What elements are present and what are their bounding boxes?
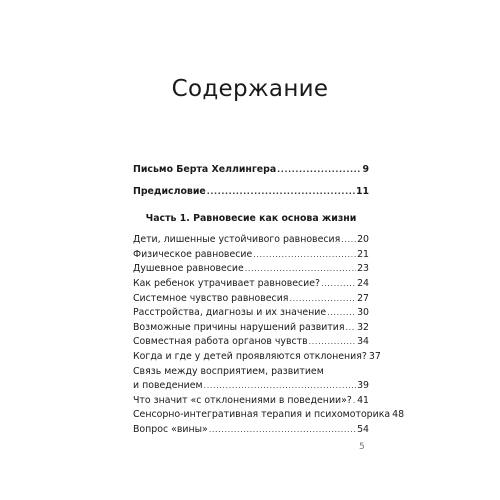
toc-entry-letter [133, 163, 369, 178]
toc-entry-page: 9 [362, 164, 369, 175]
toc-leader-dots [204, 379, 357, 394]
toc-leader-dots [321, 277, 356, 292]
toc-entry-label: Сенсорно-интегративная терапия и психомоторика [133, 409, 391, 421]
toc-entry [133, 248, 369, 263]
toc-leader-dots [277, 163, 361, 178]
part-heading: Часть 1. Равновесие как основа жизни [145, 213, 357, 225]
toc-entry [133, 233, 369, 248]
toc-entry [133, 292, 369, 307]
page-number: 5 [359, 442, 365, 452]
toc-entry-multiline [133, 365, 369, 394]
toc-entry [133, 321, 369, 336]
toc-entry-page: 21 [357, 248, 369, 260]
toc-entry-label: Письмо Берта Хеллингера [133, 164, 277, 175]
toc-leader-dots [327, 306, 356, 321]
toc-entry-label: Физическое равновесие [133, 248, 253, 260]
toc-entry-page: 39 [357, 380, 369, 392]
toc-entry [133, 306, 369, 321]
toc-entry [133, 408, 405, 423]
toc-entry-page: 30 [357, 307, 369, 319]
toc-leader-dots [341, 233, 356, 248]
toc-entry-page: 27 [357, 292, 369, 304]
toc-entry-label: Вопрос «вины» [133, 423, 208, 435]
toc-leader-dots [245, 262, 356, 277]
toc-leader-dots [353, 394, 356, 409]
table-of-contents [133, 163, 405, 438]
toc-entry-page: 32 [357, 321, 369, 333]
toc-entry-label: Совместная работа органов чувств [133, 336, 308, 348]
toc-entry-line2 [133, 379, 369, 394]
toc-leader-dots [289, 292, 356, 307]
toc-entry [133, 394, 369, 409]
toc-leader-dots [253, 248, 356, 263]
toc-entry-label: Когда и где у детей проявляются отклонения? [133, 350, 367, 362]
toc-entry-label: Дети, лишенные устойчивого равновесия [133, 234, 341, 246]
toc-leader-dots [346, 321, 357, 336]
toc-entry-label: Системное чувство равновесия [133, 292, 289, 304]
toc-entry-page: 37 [368, 350, 381, 362]
toc-entry-page: 41 [357, 394, 369, 406]
toc-entry-label-line1: Связь между восприятием, развитием [133, 365, 324, 377]
toc-leader-dots [207, 185, 355, 200]
toc-entry-page: 48 [392, 409, 405, 421]
page-title: Содержание [171, 76, 329, 102]
toc-entry-preface [133, 185, 369, 200]
toc-entry-label: Душевное равновесие [133, 263, 244, 275]
toc-entry-page: 23 [357, 263, 369, 275]
toc-leader-dots [309, 335, 356, 350]
toc-entry-label: Возможные причины нарушений развития [133, 321, 345, 333]
toc-entry-page: 24 [357, 277, 369, 289]
toc-entry-label: Расстройства, диагнозы и их значение [133, 307, 327, 319]
toc-entry [133, 423, 369, 438]
toc-entry [133, 262, 369, 277]
toc-entry-page: 20 [357, 234, 369, 246]
toc-entry-label: Предисловие [133, 185, 206, 197]
toc-entry-label: и поведением [133, 380, 203, 392]
toc-entry [133, 277, 369, 292]
toc-entry-page: 34 [357, 336, 369, 348]
toc-entry-page: 54 [357, 423, 369, 435]
toc-entry [133, 350, 381, 365]
toc-entry-label: Как ребенок утрачивает равновесие? [133, 277, 321, 289]
toc-entry-label: Что значит «с отклонениями в поведении»? [133, 394, 352, 406]
toc-leader-dots [209, 423, 356, 438]
toc-entry [133, 335, 369, 350]
toc-entry-page: 11 [355, 185, 369, 197]
